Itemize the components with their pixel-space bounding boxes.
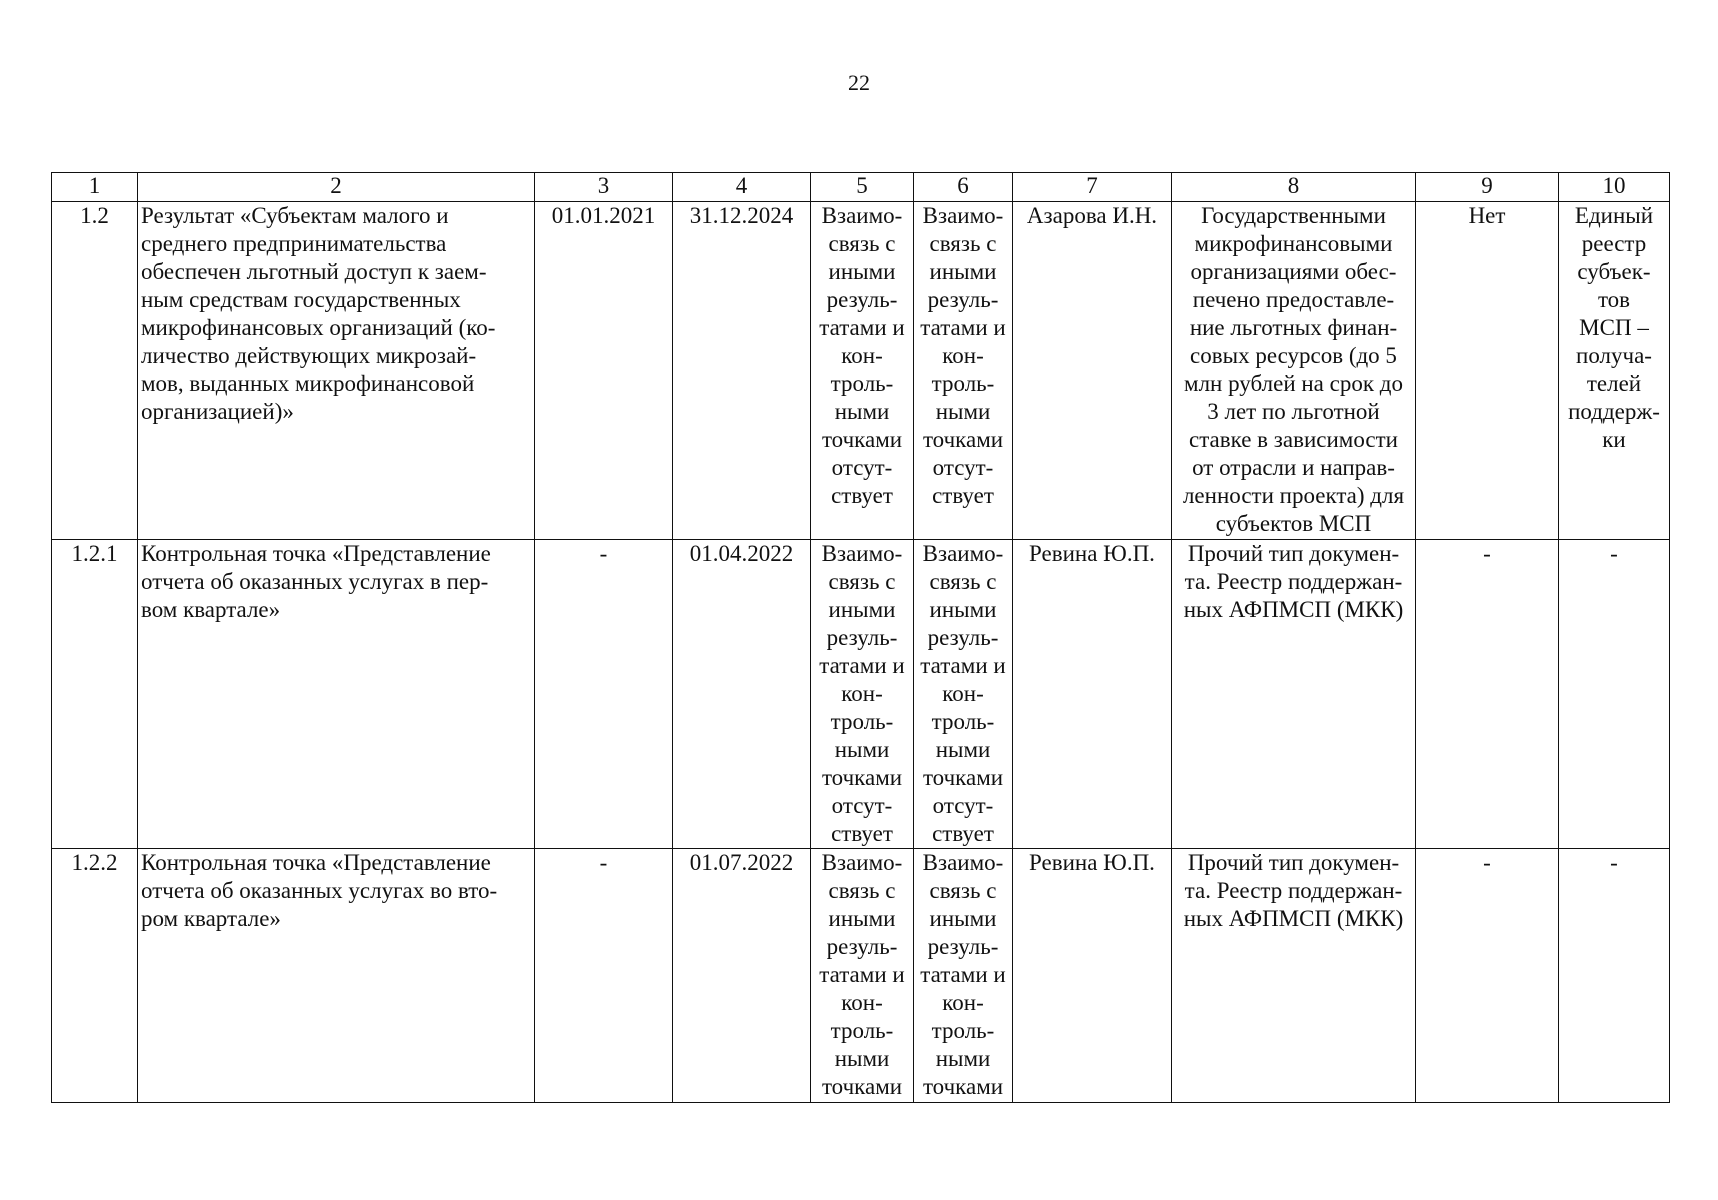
plan-table	[51, 172, 1670, 1103]
table-row	[52, 540, 1670, 849]
col9-text: -	[1416, 540, 1559, 849]
header-cell-8: 8	[1172, 173, 1416, 202]
col8-text: Государственными микрофинансовыми организациями обес- печено предоставле- ние льготных финан- совых ресурсов (до 5 млн рублей на срок до 3 лет по льготной ставке в зависимости от отрасли и направ- ленности проекта) для субъектов МСП	[1172, 202, 1416, 540]
header-row	[52, 173, 1670, 202]
col6-text: Взаимо- связь с иными резуль- татами и кон- троль- ными точками отсут- ствует	[914, 540, 1013, 849]
page-number: 22	[848, 70, 870, 95]
header-cell-4: 4	[673, 173, 811, 202]
responsible: Азарова И.Н.	[1013, 202, 1172, 540]
header-cell-5: 5	[811, 173, 914, 202]
table-row	[52, 202, 1670, 540]
row-title: Контрольная точка «Представление отчета об оказанных услугах во вто- ром квартале»	[138, 849, 535, 1103]
col8-text: Прочий тип докумен- та. Реестр поддержан- ных АФПМСП (МКК)	[1172, 540, 1416, 849]
end-date: 01.07.2022	[673, 849, 811, 1103]
col5-text: Взаимо- связь с иными резуль- татами и кон- троль- ными точками отсут- ствует	[811, 540, 914, 849]
col9-text: Нет	[1416, 202, 1559, 540]
end-date: 31.12.2024	[673, 202, 811, 540]
header-cell-6: 6	[914, 173, 1013, 202]
start-date: 01.01.2021	[535, 202, 673, 540]
start-date: -	[535, 540, 673, 849]
header-cell-2: 2	[138, 173, 535, 202]
col5-text: Взаимо- связь с иными резуль- татами и кон- троль- ными точками	[811, 849, 914, 1103]
header-cell-1: 1	[52, 173, 138, 202]
header-cell-9: 9	[1416, 173, 1559, 202]
col10-text: -	[1559, 849, 1670, 1103]
responsible: Ревина Ю.П.	[1013, 849, 1172, 1103]
header-cell-7: 7	[1013, 173, 1172, 202]
col8-text: Прочий тип докумен- та. Реестр поддержан- ных АФПМСП (МКК)	[1172, 849, 1416, 1103]
table-row	[52, 849, 1670, 1103]
col5-text: Взаимо- связь с иными резуль- татами и кон- троль- ными точками отсут- ствует	[811, 202, 914, 540]
row-number: 1.2.1	[52, 540, 138, 849]
col10-text: -	[1559, 540, 1670, 849]
row-title: Результат «Субъектам малого и среднего предпринимательства обеспечен льготный доступ к заем- ным средствам государственных микрофинансовых организаций (ко- личество действующих микрозай- мов, выданных микрофинансовой организацией)»	[138, 202, 535, 540]
header-cell-10: 10	[1559, 173, 1670, 202]
start-date: -	[535, 849, 673, 1103]
col6-text: Взаимо- связь с иными резуль- татами и кон- троль- ными точками	[914, 849, 1013, 1103]
col10-text: Единый реестр субъек- тов МСП – получа- телей поддерж- ки	[1559, 202, 1670, 540]
responsible: Ревина Ю.П.	[1013, 540, 1172, 849]
row-title: Контрольная точка «Представление отчета об оказанных услугах в пер- вом квартале»	[138, 540, 535, 849]
row-number: 1.2	[52, 202, 138, 540]
row-number: 1.2.2	[52, 849, 138, 1103]
header-cell-3: 3	[535, 173, 673, 202]
col6-text: Взаимо- связь с иными резуль- татами и кон- троль- ными точками отсут- ствует	[914, 202, 1013, 540]
end-date: 01.04.2022	[673, 540, 811, 849]
col9-text: -	[1416, 849, 1559, 1103]
